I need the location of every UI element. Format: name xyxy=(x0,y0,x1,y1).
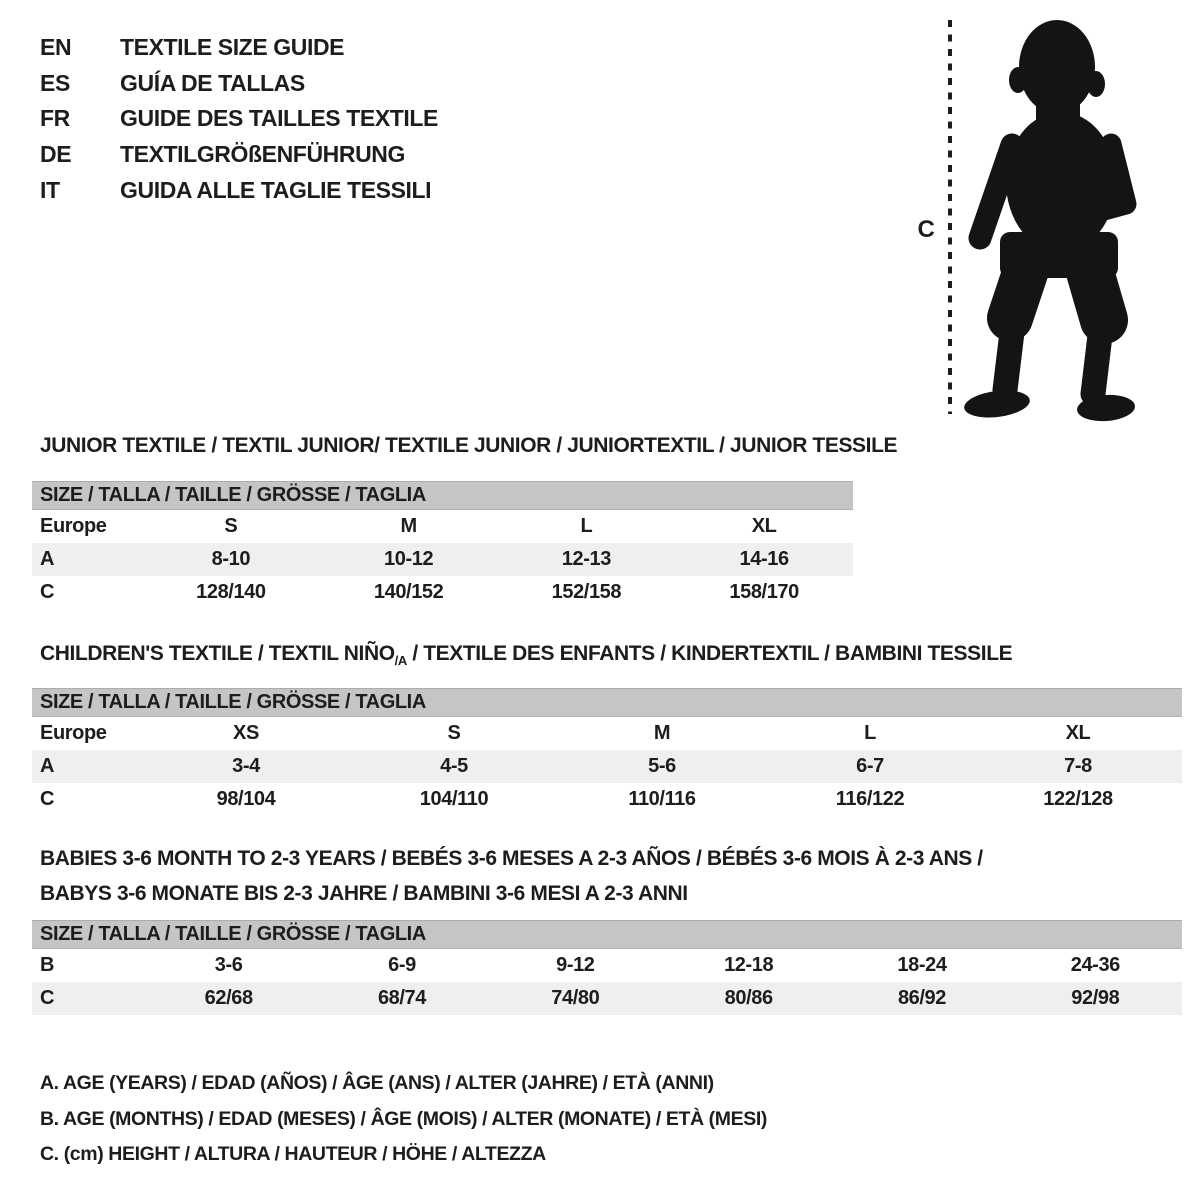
lang-title: GUÍA DE TALLAS xyxy=(120,69,305,96)
height-measure-label: C xyxy=(917,216,935,243)
cell: 116/122 xyxy=(835,788,905,810)
children-heading-text: / TEXTILE DES ENFANTS / KINDERTEXTIL / BAMBINI TESSILE xyxy=(406,642,1013,665)
size-header-bar: SIZE / TALLA / TAILLE / GRÖSSE / TAGLIA xyxy=(32,920,1182,949)
cell: M xyxy=(400,515,417,537)
babies-heading-line-1: BABIES 3-6 MONTH TO 2-3 YEARS / BEBÉS 3-6 MESES A 2-3 AÑOS / BÉBÉS 3-6 MOIS À 2-3 ANS / xyxy=(40,847,983,870)
table-row-height xyxy=(32,982,1182,1015)
children-section-heading xyxy=(40,642,1012,668)
cell: 92/98 xyxy=(1071,987,1120,1009)
cell: 18-24 xyxy=(897,954,947,976)
cell: 86/92 xyxy=(897,987,947,1009)
lang-title: TEXTILGRÖßENFÜHRUNG xyxy=(120,141,405,168)
cell: 24-36 xyxy=(1070,954,1120,976)
children-heading-sub: /A xyxy=(394,653,407,669)
legend-line-a: A. AGE (YEARS) / EDAD (AÑOS) / ÂGE (ANS) / ALTER (JAHRE) / ETÀ (ANNI) xyxy=(40,1072,714,1094)
cell: XS xyxy=(233,722,259,744)
cell: XL xyxy=(1065,722,1091,744)
junior-section-heading: JUNIOR TEXTILE / TEXTIL JUNIOR/ TEXTILE JUNIOR / JUNIORTEXTIL / JUNIOR TESSILE xyxy=(40,434,898,457)
cell: 14-16 xyxy=(739,548,789,570)
lang-code: FR xyxy=(40,105,70,132)
lang-row-es xyxy=(40,66,438,102)
lang-title: TEXTILE SIZE GUIDE xyxy=(120,34,345,61)
junior-size-table xyxy=(32,481,853,609)
lang-row-de xyxy=(40,137,438,173)
children-heading-text: CHILDREN'S TEXTILE / TEXTIL NIÑO xyxy=(40,642,395,665)
lang-code: ES xyxy=(40,69,70,96)
cell: 4-5 xyxy=(440,755,468,777)
cell: 3-6 xyxy=(214,954,243,976)
legend-line-b: B. AGE (MONTHS) / EDAD (MESES) / ÂGE (MOIS) / ALTER (MONATE) / ETÀ (MESI) xyxy=(40,1107,767,1130)
cell: 110/116 xyxy=(628,788,696,810)
cell: 8-10 xyxy=(211,548,251,570)
cell: 10-12 xyxy=(384,548,434,570)
cell: 6-9 xyxy=(388,954,416,976)
cell: 104/110 xyxy=(419,788,489,810)
cell: 122/128 xyxy=(1043,788,1113,810)
babies-heading-line-2: BABYS 3-6 MONATE BIS 2-3 JAHRE / BAMBINI 3-6 MESI A 2-3 ANNI xyxy=(40,882,688,905)
table-row-europe xyxy=(32,717,1182,750)
cell: 6-7 xyxy=(856,755,884,777)
cell: S xyxy=(224,515,238,537)
cell: 74/80 xyxy=(551,987,600,1009)
cell: L xyxy=(580,515,593,537)
cell: M xyxy=(653,722,671,744)
cell: 7-8 xyxy=(1064,755,1092,777)
cell: 9-12 xyxy=(556,954,595,976)
cell: 68/74 xyxy=(377,987,427,1009)
babies-section-heading xyxy=(40,841,983,911)
table-row-height xyxy=(32,783,1182,816)
table-row-age xyxy=(32,543,853,576)
table-row-height xyxy=(32,576,853,609)
table-row-europe xyxy=(32,510,853,543)
row-label: B xyxy=(40,954,55,976)
babies-size-table xyxy=(32,920,1182,1015)
lang-title: GUIDA ALLE TAGLIE TESSILI xyxy=(120,176,432,203)
cell: 3-4 xyxy=(232,755,260,777)
size-header-bar: SIZE / TALLA / TAILLE / GRÖSSE / TAGLIA xyxy=(32,688,1182,717)
lang-row-fr xyxy=(40,101,438,137)
cell: 80/86 xyxy=(724,987,773,1009)
cell: S xyxy=(447,722,461,744)
row-label: Europe xyxy=(40,722,107,744)
cell: 12-18 xyxy=(724,954,774,976)
cell: 158/170 xyxy=(729,581,799,603)
lang-row-en xyxy=(40,30,438,66)
cell: 140/152 xyxy=(373,581,444,603)
row-label: A xyxy=(40,755,55,777)
size-header-bar: SIZE / TALLA / TAILLE / GRÖSSE / TAGLIA xyxy=(32,481,853,510)
lang-title: GUIDE DES TAILLES TEXTILE xyxy=(120,105,438,132)
row-label: C xyxy=(40,987,55,1009)
row-label: C xyxy=(40,581,55,603)
toddler-silhouette-illustration xyxy=(940,12,1150,424)
cell: 98/104 xyxy=(216,788,276,810)
cell: 5-6 xyxy=(648,755,676,777)
children-size-table xyxy=(32,688,1182,816)
cell: L xyxy=(864,722,876,744)
row-label: C xyxy=(40,788,55,810)
legend-line-c: C. (cm) HEIGHT / ALTURA / HAUTEUR / HÖHE / ALTEZZA xyxy=(40,1143,546,1166)
lang-code: EN xyxy=(40,34,72,61)
row-label: Europe xyxy=(40,515,107,537)
row-label: A xyxy=(40,548,55,570)
cell: 12-13 xyxy=(561,548,611,570)
language-title-list xyxy=(40,30,438,208)
cell: XL xyxy=(751,515,777,537)
cell: 128/140 xyxy=(196,581,266,603)
cell: 152/158 xyxy=(551,581,622,603)
table-row-months xyxy=(32,949,1182,982)
cell: 62/68 xyxy=(204,987,253,1009)
measure-legend xyxy=(40,1066,767,1173)
table-row-age xyxy=(32,750,1182,783)
lang-code: DE xyxy=(40,141,72,168)
lang-row-it xyxy=(40,172,438,208)
lang-code: IT xyxy=(40,176,60,203)
